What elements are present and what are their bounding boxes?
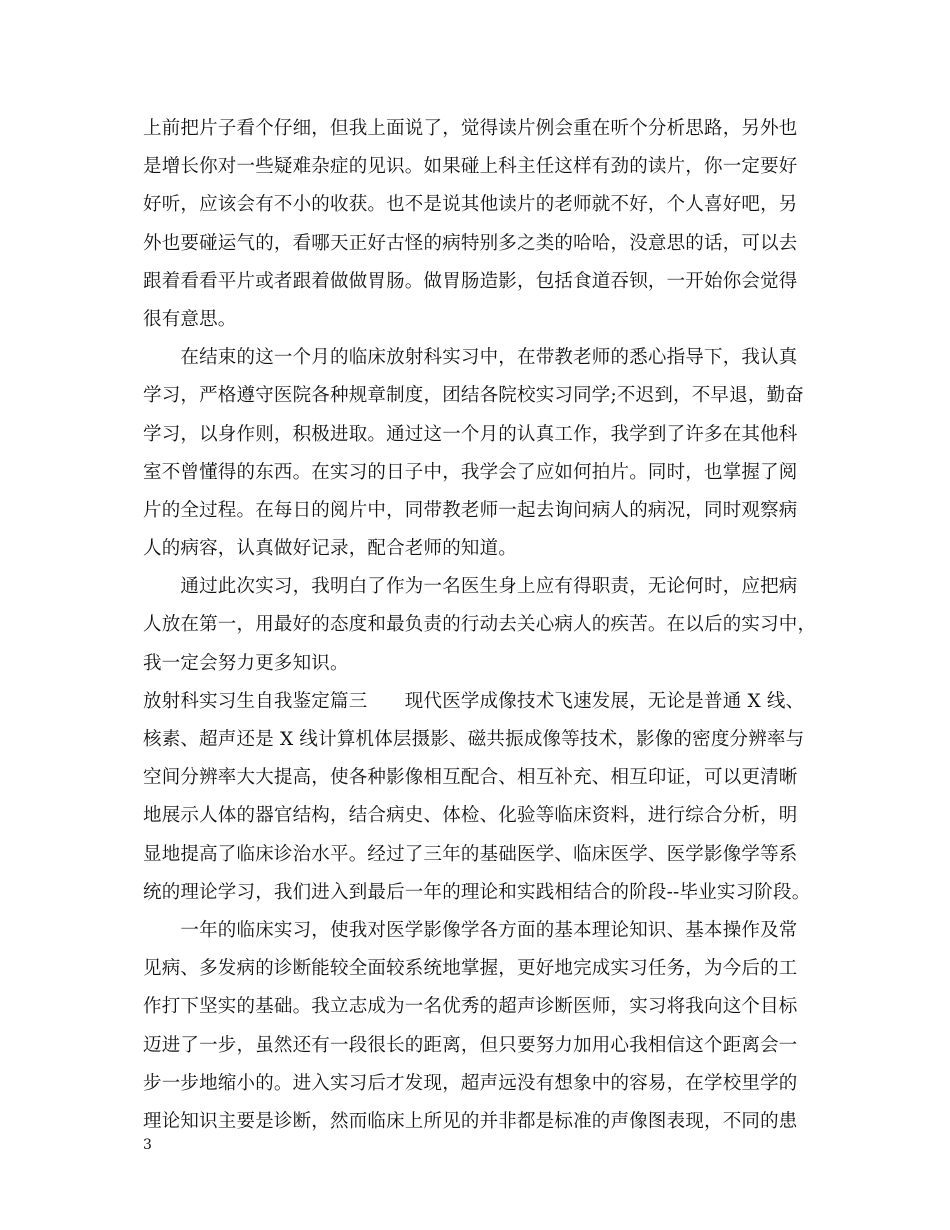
text-line: 片的全过程。在每日的阅片中，同带教老师一起去询问病人的病况，同时观察病 — [143, 499, 798, 521]
text-line: 我一定会努力更多知识。 — [143, 652, 349, 674]
text-line: 人的病容，认真做好记录，配合老师的知道。 — [143, 538, 518, 560]
text-line: 地展示人体的器官结构，结合病史、体检、化验等临床资料，进行综合分析，明 — [143, 805, 798, 827]
text-line: 显地提高了临床诊治水平。经过了三年的基础医学、临床医学、医学影像学等系 — [143, 843, 798, 865]
text-line: 统的理论学习，我们进入到最后一年的理论和实践相结合的阶段--毕业实习阶段。 — [143, 881, 811, 903]
text-line: 上前把片子看个仔细，但我上面说了，觉得读片例会重在听个分析思路，另外也 — [143, 118, 798, 139]
text-line: 室不曾懂得的东西。在实习的日子中，我学会了应如何拍片。同时，也掌握了阅 — [143, 461, 798, 483]
section-heading-line: 放射科实习生自我鉴定篇三 现代医学成像技术飞速发展，无论是普通 X 线、 — [143, 690, 805, 712]
text-line: 人放在第一，用最好的态度和最负责的行动去关心病人的疾苦。在以后的实习中， — [143, 614, 817, 636]
text-line: 迈进了一步，虽然还有一段很长的距离，但只要努力加用心我相信这个距离会一 — [143, 1034, 798, 1056]
page-number: 3 — [143, 1137, 152, 1153]
text-line: 好听，应该会有不小的收获。也不是说其他读片的老师就不好，个人喜好吧，另 — [143, 194, 798, 216]
text-line: 很有意思。 — [143, 308, 237, 330]
text-line: 一年的临床实习，使我对医学影像学各方面的基本理论知识、基本操作及常 — [143, 919, 798, 941]
text-line: 学习，严格遵守医院各种规章制度，团结各院校实习同学;不迟到，不早退，勤奋 — [143, 385, 804, 407]
text-line: 跟着看看平片或者跟着做做胃肠。做胃肠造影，包括食道吞钡，一开始你会觉得 — [143, 270, 798, 292]
text-line: 作打下坚实的基础。我立志成为一名优秀的超声诊断医师，实习将我向这个目标 — [143, 996, 798, 1018]
text-line: 核素、超声还是 X 线计算机体层摄影、磁共振成像等技术，影像的密度分辨率与 — [143, 729, 805, 750]
page-body — [143, 110, 823, 1141]
text-line: 空间分辨率大大提高，使各种影像相互配合、相互补充、相互印证，可以更清晰 — [143, 767, 798, 789]
text-line: 步一步地缩小的。进入实习后才发现，超声远没有想象中的容易，在学校里学的 — [143, 1072, 798, 1094]
text-line: 见病、多发病的诊断能较全面较系统地掌握，更好地完成实习任务，为今后的工 — [143, 958, 798, 980]
text-line: 是增长你对一些疑难杂症的见识。如果碰上科主任这样有劲的读片，你一定要好 — [143, 156, 798, 178]
text-line: 在结束的这一个月的临床放射科实习中，在带教老师的悉心指导下，我认真 — [143, 347, 798, 369]
text-line: 通过此次实习，我明白了作为一名医生身上应有得职责，无论何时，应把病 — [143, 576, 798, 598]
text-line: 学习，以身作则，积极进取。通过这一个月的认真工作，我学到了许多在其他科 — [143, 423, 798, 445]
text-line: 外也要碰运气的，看哪天正好古怪的病特别多之类的哈哈，没意思的话，可以去 — [143, 232, 798, 254]
text-line: 理论知识主要是诊断，然而临床上所见的并非都是标准的声像图表现，不同的患 — [143, 1110, 798, 1132]
